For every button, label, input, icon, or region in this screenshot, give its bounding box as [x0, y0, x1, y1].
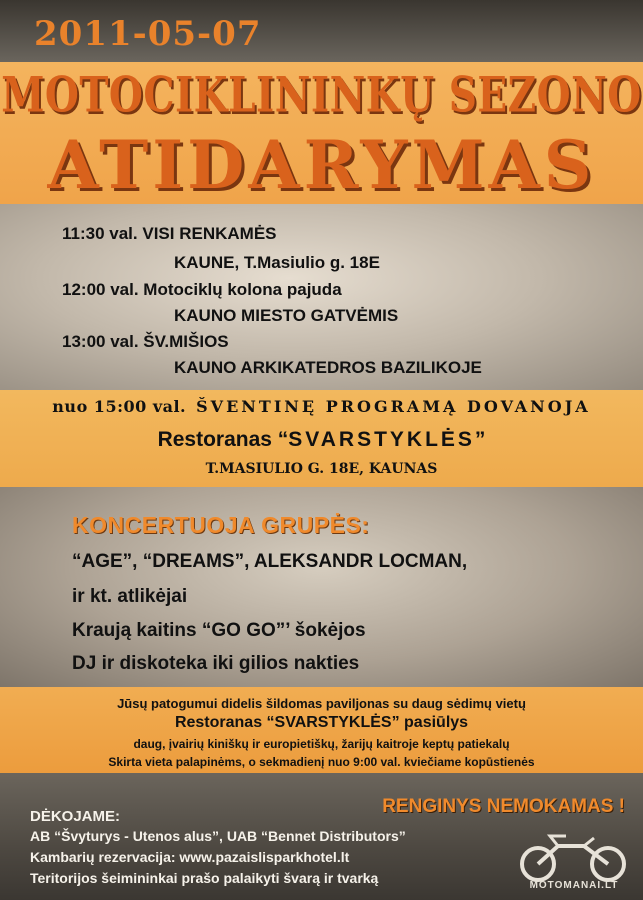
- info-line: Restoranas “SVARSTYKLĖS” pasiūlys: [174, 714, 469, 731]
- program-time: nuo 15:00 val.: [52, 397, 187, 416]
- concert-heading: KONCERTUOJA GRUPĖS:: [72, 512, 370, 538]
- schedule-detail: KAUNO ARKIKATEDROS BAZILIKOJE: [174, 358, 482, 377]
- info-line: Skirta vieta palapinėms, o sekmadienį nuo 9:00 val. kviečiame kopūstienės: [108, 755, 535, 769]
- performer-line: ir kt. atlikėjai: [72, 586, 188, 607]
- schedule-row: [62, 224, 277, 244]
- program-line: [0, 397, 643, 416]
- info-line: daug, įvairių kiniškų ir europietiškų, žarijų kaitroje keptų patiekalų: [133, 737, 510, 751]
- logo-text: MOTOMANAI.LT: [529, 880, 619, 891]
- performer-line: DJ ir diskoteka iki gilios nakties: [72, 653, 360, 674]
- event-date: 2011-05-07: [34, 14, 262, 54]
- motorcycle-logo-icon: [514, 826, 632, 886]
- program-text: ŠVENTINĘ PROGRAMĄ DOVANOJA: [196, 397, 591, 416]
- schedule-time: 11:30 val.: [62, 224, 138, 243]
- schedule-detail: KAUNO MIESTO GATVĖMIS: [174, 306, 399, 325]
- title-line-2: ATIDARYMAS: [47, 126, 596, 204]
- restaurant-address: T.MASIULIO G. 18E, KAUNAS: [205, 461, 438, 477]
- schedule-time: 13:00 val.: [62, 332, 139, 351]
- performer-line: “AGE”, “DREAMS”, ALEKSANDR LOCMAN,: [72, 551, 468, 572]
- thanks-heading: DĖKOJAME:: [30, 808, 121, 825]
- restaurant-prefix: Restoranas “: [157, 428, 289, 451]
- free-entry-banner: RENGINYS NEMOKAMAS !: [382, 796, 625, 817]
- cleanliness-note: Teritorijos šeimininkai prašo palaikyti švarą ir tvarką: [30, 870, 379, 886]
- info-line: Jūsų patogumui didelis šildomas paviljonas su daug sėdimų vietų: [117, 696, 526, 711]
- schedule-detail: KAUNE, T.Masiulio g. 18E: [174, 253, 380, 272]
- sponsors-line: AB “Švyturys - Utenos alus”, UAB “Bennet Distributors”: [30, 828, 406, 844]
- schedule-time: 12:00 val.: [62, 280, 139, 299]
- restaurant-suffix: ”: [474, 428, 486, 451]
- title-line-1: MOTOCIKLININKŲ SEZONO: [1, 66, 642, 124]
- schedule-event: Motociklų kolona pajuda: [143, 280, 342, 299]
- booking-line: Kambarių rezervacija: www.pazaislisparkhotel.lt: [30, 849, 350, 865]
- performer-line: Kraują kaitins “GO GO”’ šokėjos: [72, 620, 366, 641]
- schedule-row: [62, 332, 229, 352]
- schedule-event: VISI RENKAMĖS: [142, 224, 277, 243]
- schedule-row: [62, 280, 342, 300]
- schedule-event: ŠV.MIŠIOS: [143, 332, 229, 351]
- restaurant-title: SVARSTYKLĖS: [288, 428, 475, 451]
- restaurant-name: [0, 428, 643, 452]
